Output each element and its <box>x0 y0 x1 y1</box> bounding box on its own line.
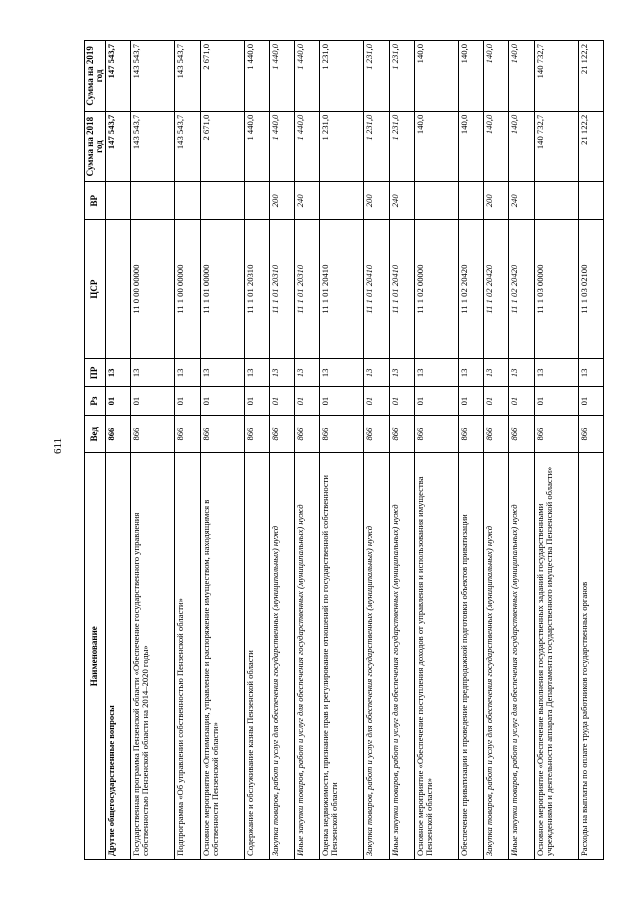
header-ved: Вед <box>85 415 106 453</box>
row-pr: 13 <box>175 359 200 387</box>
table-header-row <box>85 41 106 860</box>
row-csr: 11 0 00 00000 <box>131 220 175 359</box>
row-sum-2019: 1 231,0 <box>364 41 389 112</box>
row-csr: 11 1 03 00000 <box>534 220 578 359</box>
row-vr <box>175 182 200 220</box>
table-row <box>389 41 414 860</box>
row-name: Содержание и обслуживание казны Пензенской области <box>244 453 269 860</box>
row-ved: 866 <box>106 415 131 453</box>
row-pr: 13 <box>578 359 603 387</box>
row-vr <box>534 182 578 220</box>
row-csr: 11 1 01 20310 <box>269 220 294 359</box>
table-row <box>509 41 534 860</box>
row-ved: 866 <box>200 415 244 453</box>
table-row <box>578 41 603 860</box>
row-name: Основное мероприятие «Обеспечение выполнения государственных заданий государственными учреждениями и деятельности аппарата Департамента государственного имущества Пензенской области» <box>534 453 578 860</box>
row-vr <box>200 182 244 220</box>
header-vr: ВР <box>85 182 106 220</box>
row-sum-2018: 143 543,7 <box>131 111 175 182</box>
row-sum-2019: 143 543,7 <box>131 41 175 112</box>
header-sum-2019: Сумма на 2019 год <box>85 41 106 112</box>
row-ved: 866 <box>175 415 200 453</box>
row-sum-2018: 140 732,7 <box>534 111 578 182</box>
row-sum-2019: 140,0 <box>509 41 534 112</box>
table-row <box>244 41 269 860</box>
row-sum-2019: 1 231,0 <box>320 41 364 112</box>
row-sum-2019: 143 543,7 <box>175 41 200 112</box>
row-name: Иные закупки товаров, работ и услуг для обеспечения государственных (муниципальных) нужд <box>389 453 414 860</box>
budget-table <box>84 40 604 860</box>
row-sum-2019: 1 440,0 <box>244 41 269 112</box>
row-sum-2018: 1 440,0 <box>295 111 320 182</box>
row-ved: 866 <box>269 415 294 453</box>
table-row <box>364 41 389 860</box>
row-csr: 11 1 00 00000 <box>175 220 200 359</box>
row-name: Другие общегосударственные вопросы <box>106 453 131 860</box>
table-row <box>131 41 175 860</box>
header-sum-2018: Сумма на 2018 год <box>85 111 106 182</box>
row-sum-2018: 21 122,2 <box>578 111 603 182</box>
row-name: Основное мероприятие «Оптимизация, управление и распоряжение имуществом, находящимся в собственности Пензенской области» <box>200 453 244 860</box>
row-sum-2019: 21 122,2 <box>578 41 603 112</box>
row-sum-2019: 140,0 <box>414 41 458 112</box>
row-csr: 11 1 02 20420 <box>458 220 483 359</box>
row-csr: 11 1 01 20410 <box>320 220 364 359</box>
row-pr: 13 <box>269 359 294 387</box>
row-name: Расходы на выплаты по оплате труда работников государственных органов <box>578 453 603 860</box>
row-pr: 13 <box>458 359 483 387</box>
row-csr: 11 1 02 00000 <box>414 220 458 359</box>
row-csr: 11 1 02 20420 <box>484 220 509 359</box>
row-ved: 866 <box>414 415 458 453</box>
row-vr: 240 <box>295 182 320 220</box>
row-sum-2018: 140,0 <box>414 111 458 182</box>
row-ved: 866 <box>458 415 483 453</box>
row-csr <box>106 220 131 359</box>
row-rz: 01 <box>578 387 603 415</box>
row-vr: 240 <box>509 182 534 220</box>
row-vr <box>414 182 458 220</box>
row-name: Иные закупки товаров, работ и услуг для обеспечения государственных (муниципальных) нужд <box>509 453 534 860</box>
row-pr: 13 <box>131 359 175 387</box>
row-rz: 01 <box>458 387 483 415</box>
row-sum-2018: 1 231,0 <box>364 111 389 182</box>
row-vr <box>131 182 175 220</box>
row-csr: 11 1 03 02100 <box>578 220 603 359</box>
row-vr <box>578 182 603 220</box>
budget-table-rotated <box>84 40 604 860</box>
table-row <box>295 41 320 860</box>
row-name: Обеспечение приватизации и проведение предпродажной подготовки объектов приватизации <box>458 453 483 860</box>
row-rz: 01 <box>106 387 131 415</box>
page-number: 611 <box>52 437 64 455</box>
row-ved: 866 <box>320 415 364 453</box>
header-pr: ПР <box>85 359 106 387</box>
row-csr: 11 1 01 00000 <box>200 220 244 359</box>
header-name: Наименование <box>85 453 106 860</box>
row-sum-2018: 1 231,0 <box>320 111 364 182</box>
row-sum-2018: 143 543,7 <box>175 111 200 182</box>
table-body <box>106 41 604 860</box>
row-pr: 13 <box>509 359 534 387</box>
row-pr: 13 <box>389 359 414 387</box>
table-row <box>106 41 131 860</box>
row-name: Закупка товаров, работ и услуг для обеспечения государственных (муниципальных) нужд <box>269 453 294 860</box>
row-sum-2019: 140,0 <box>458 41 483 112</box>
row-rz: 01 <box>389 387 414 415</box>
table-row <box>269 41 294 860</box>
row-name: Подпрограмма «Об управлении собственностью Пензенской области» <box>175 453 200 860</box>
row-ved: 866 <box>578 415 603 453</box>
row-vr <box>244 182 269 220</box>
row-sum-2019: 140,0 <box>484 41 509 112</box>
row-sum-2019: 1 440,0 <box>295 41 320 112</box>
row-csr: 11 1 01 20410 <box>389 220 414 359</box>
row-pr: 13 <box>200 359 244 387</box>
row-ved: 866 <box>131 415 175 453</box>
row-csr: 11 1 01 20310 <box>295 220 320 359</box>
table-row <box>200 41 244 860</box>
header-csr: ЦСР <box>85 220 106 359</box>
row-pr: 13 <box>484 359 509 387</box>
row-sum-2018: 1 440,0 <box>244 111 269 182</box>
row-csr: 11 1 01 20310 <box>244 220 269 359</box>
table-row <box>458 41 483 860</box>
row-rz: 01 <box>295 387 320 415</box>
row-ved: 866 <box>484 415 509 453</box>
row-sum-2019: 147 543,7 <box>106 41 131 112</box>
row-pr: 13 <box>106 359 131 387</box>
row-rz: 01 <box>534 387 578 415</box>
row-vr: 200 <box>484 182 509 220</box>
row-vr: 240 <box>389 182 414 220</box>
row-vr: 200 <box>269 182 294 220</box>
row-pr: 13 <box>320 359 364 387</box>
row-pr: 13 <box>244 359 269 387</box>
row-pr: 13 <box>534 359 578 387</box>
row-rz: 01 <box>244 387 269 415</box>
row-rz: 01 <box>320 387 364 415</box>
row-name: Закупка товаров, работ и услуг для обеспечения государственных (муниципальных) нужд <box>484 453 509 860</box>
table-row <box>484 41 509 860</box>
row-rz: 01 <box>131 387 175 415</box>
row-pr: 13 <box>364 359 389 387</box>
row-vr: 200 <box>364 182 389 220</box>
row-name: Государственная программа Пензенской области «Обеспечение государственного управления собственностью Пензенской области на 2014–2020 годы» <box>131 453 175 860</box>
row-rz: 01 <box>509 387 534 415</box>
row-sum-2018: 2 671,0 <box>200 111 244 182</box>
row-ved: 866 <box>509 415 534 453</box>
row-csr: 11 1 01 20410 <box>364 220 389 359</box>
row-sum-2019: 2 671,0 <box>200 41 244 112</box>
table-row <box>320 41 364 860</box>
row-rz: 01 <box>364 387 389 415</box>
row-name: Иные закупки товаров, работ и услуг для обеспечения государственных (муниципальных) нужд <box>295 453 320 860</box>
header-rz: Рз <box>85 387 106 415</box>
table-row <box>534 41 578 860</box>
row-sum-2019: 1 440,0 <box>269 41 294 112</box>
row-sum-2019: 1 231,0 <box>389 41 414 112</box>
row-sum-2018: 1 440,0 <box>269 111 294 182</box>
row-vr <box>458 182 483 220</box>
row-csr: 11 1 02 20420 <box>509 220 534 359</box>
row-sum-2018: 140,0 <box>484 111 509 182</box>
row-vr <box>106 182 131 220</box>
row-rz: 01 <box>484 387 509 415</box>
row-name: Основное мероприятие «Обеспечение поступления доходов от управления и использования имущества Пензенской области» <box>414 453 458 860</box>
row-rz: 01 <box>200 387 244 415</box>
row-rz: 01 <box>414 387 458 415</box>
row-vr <box>320 182 364 220</box>
row-sum-2018: 1 231,0 <box>389 111 414 182</box>
row-sum-2018: 140,0 <box>509 111 534 182</box>
row-ved: 866 <box>389 415 414 453</box>
row-sum-2018: 147 543,7 <box>106 111 131 182</box>
row-rz: 01 <box>269 387 294 415</box>
row-sum-2019: 140 732,7 <box>534 41 578 112</box>
row-ved: 866 <box>364 415 389 453</box>
row-ved: 866 <box>244 415 269 453</box>
row-name: Оценка недвижимости, признание прав и регулирование отношений по государственной собственности Пензенской области <box>320 453 364 860</box>
table-row <box>175 41 200 860</box>
table-row <box>414 41 458 860</box>
row-ved: 866 <box>534 415 578 453</box>
row-pr: 13 <box>414 359 458 387</box>
row-name: Закупка товаров, работ и услуг для обеспечения государственных (муниципальных) нужд <box>364 453 389 860</box>
row-sum-2018: 140,0 <box>458 111 483 182</box>
row-ved: 866 <box>295 415 320 453</box>
row-rz: 01 <box>175 387 200 415</box>
row-pr: 13 <box>295 359 320 387</box>
